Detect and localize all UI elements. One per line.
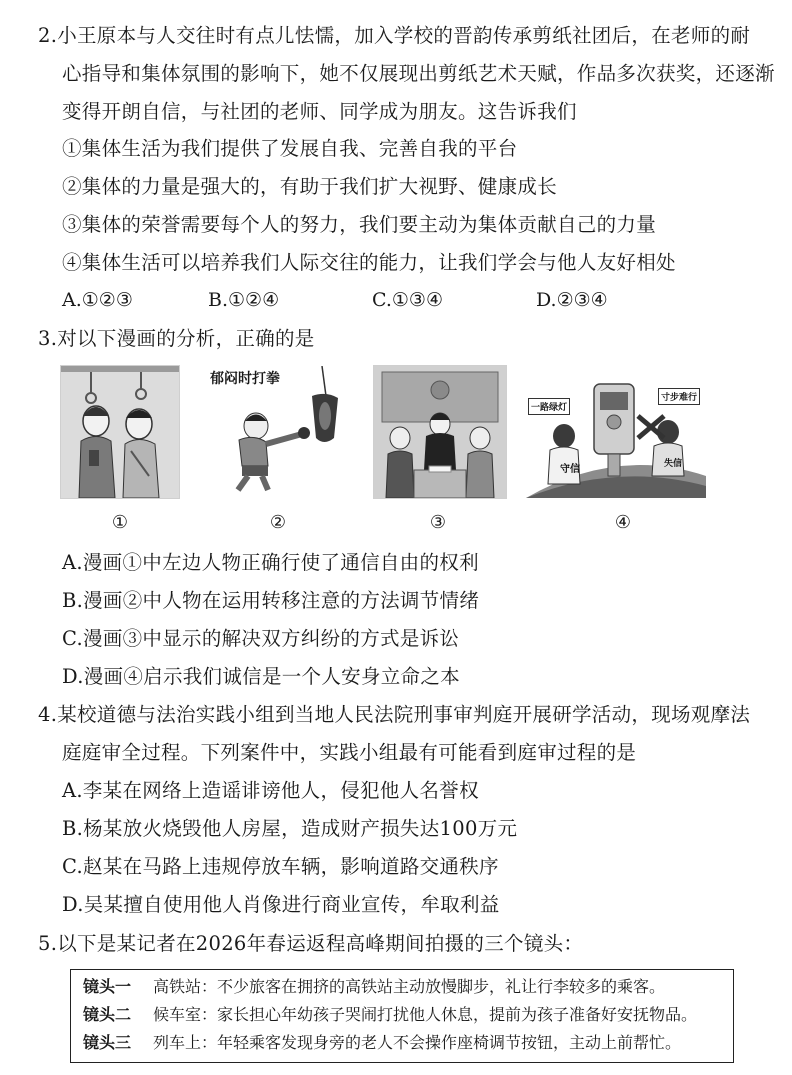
q3-option-b[interactable]: B.漫画②中人物在运用转移注意的方法调节情绪 — [62, 589, 480, 612]
q3-option-a[interactable]: A.漫画①中左边人物正确行使了通信自由的权利 — [62, 551, 479, 574]
comic-4-image — [525, 365, 707, 499]
q4-stem-line-2: 庭庭审全过程。下列案件中，实践小组最有可能看到庭审过程的是 — [62, 741, 637, 764]
q5-shot-2 — [83, 1004, 697, 1026]
q3-option-d[interactable]: D.漫画④启示我们诚信是一个人安身立命之本 — [62, 665, 460, 688]
comic-4-caption: ④ — [614, 512, 632, 533]
q2-option-b[interactable]: B.①②④ — [208, 289, 280, 311]
q5-shot-1-text: 高铁站：不少旅客在拥挤的高铁站主动放慢脚步，礼让行李较多的乘客。 — [153, 977, 666, 996]
q5-shot-1-title: 镜头一 — [83, 977, 132, 996]
q2-statement-1: ①集体生活为我们提供了发展自我、完善自我的平台 — [62, 137, 518, 160]
q2-statement-2: ②集体的力量是强大的，有助于我们扩大视野、健康成长 — [62, 175, 558, 198]
q2-stem-line-2: 心指导和集体氛围的影响下，她不仅展现出剪纸艺术天赋，作品多次获奖，还逐渐 — [62, 62, 775, 85]
comic-3-caption: ③ — [429, 512, 447, 533]
q5-shot-3 — [83, 1032, 681, 1054]
q5-stem: 5.以下是某记者在2026年春运返程高峰期间拍摄的三个镜头： — [38, 932, 584, 955]
q2-stem-line-3: 变得开朗自信，与社团的老师、同学成为朋友。这告诉我们 — [62, 100, 577, 123]
comic-4-label-hard-going: 寸步难行 — [658, 388, 700, 405]
q2-option-a[interactable]: A.①②③ — [62, 289, 133, 311]
q2-stem-line-1: 2.小王原本与人交往时有点儿怯懦，加入学校的晋韵传承剪纸社团后，在老师的耐 — [38, 24, 751, 47]
q4-option-a[interactable]: A.李某在网络上造谣诽谤他人，侵犯他人名誉权 — [62, 779, 479, 802]
q5-shot-2-title: 镜头二 — [83, 1005, 132, 1024]
q2-option-c[interactable]: C.①③④ — [372, 289, 443, 311]
q3-stem: 3.对以下漫画的分析，正确的是 — [38, 327, 315, 350]
q4-stem-line-1: 4.某校道德与法治实践小组到当地人民法院刑事审判庭开展研学活动，现场观摩法 — [38, 703, 751, 726]
q2-statement-3: ③集体的荣誉需要每个人的努力，我们要主动为集体贡献自己的力量 — [62, 213, 657, 236]
comic-2-title: 郁闷时打拳 — [210, 371, 280, 387]
q5-shot-1 — [83, 976, 665, 998]
q3-option-c[interactable]: C.漫画③中显示的解决双方纠纷的方式是诉讼 — [62, 627, 460, 650]
comic-2-caption: ② — [269, 512, 287, 533]
comic-2-image — [203, 365, 347, 499]
comic-1-caption: ① — [111, 512, 129, 533]
q5-shot-3-text: 列车上：年轻乘客发现身旁的老人不会操作座椅调节按钮，主动上前帮忙。 — [153, 1033, 682, 1052]
q5-shots-box — [70, 969, 734, 1063]
q2-option-d[interactable]: D.②③④ — [536, 289, 608, 311]
q4-option-c[interactable]: C.赵某在马路上违规停放车辆，影响道路交通秩序 — [62, 855, 499, 878]
comic-4-label-honest: 守信 — [560, 464, 580, 475]
q5-shot-3-title: 镜头三 — [83, 1033, 132, 1052]
q2-statement-4: ④集体生活可以培养我们人际交往的能力，让我们学会与他人友好相处 — [62, 251, 676, 274]
comic-4-label-green-light: 一路绿灯 — [528, 398, 570, 415]
comic-3-image — [373, 365, 507, 499]
comic-4-label-dishonest: 失信 — [664, 459, 683, 469]
q4-option-b[interactable]: B.杨某放火烧毁他人房屋，造成财产损失达100万元 — [62, 817, 518, 840]
comic-1-image — [60, 365, 180, 499]
q4-option-d[interactable]: D.吴某擅自使用他人肖像进行商业宣传，牟取利益 — [62, 893, 500, 916]
q5-shot-2-text: 候车室：家长担心年幼孩子哭闹打扰他人休息，提前为孩子准备好安抚物品。 — [153, 1005, 698, 1024]
